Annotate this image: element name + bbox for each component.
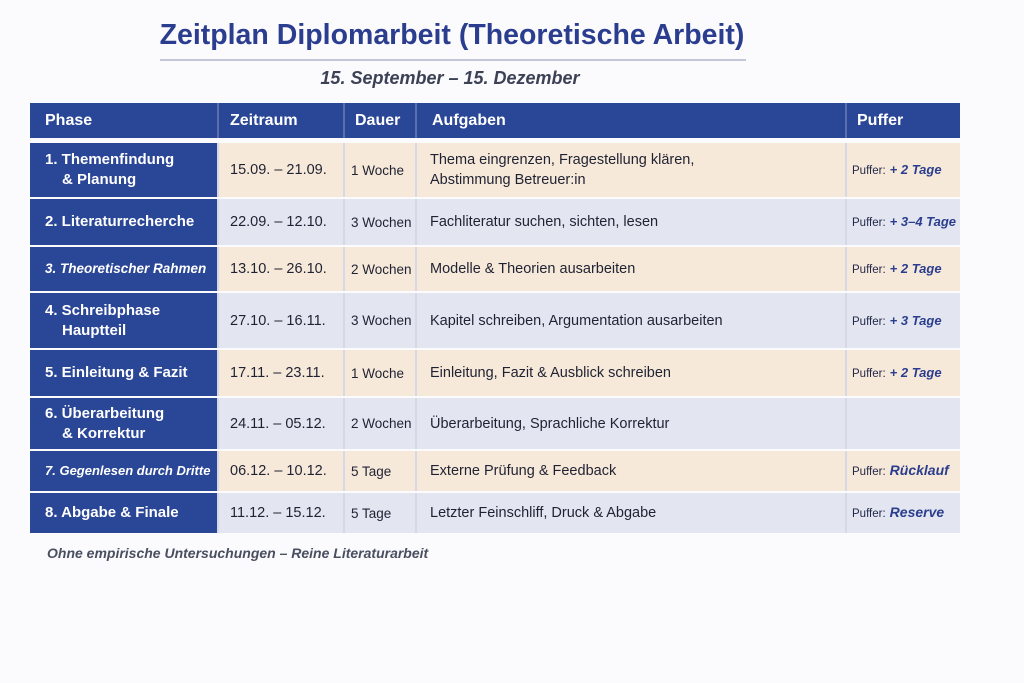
- title-divider: [160, 59, 746, 61]
- phase-cell: [30, 293, 217, 348]
- phase-cell: [30, 493, 217, 533]
- aufgaben-line: Überarbeitung, Sprachliche Korrektur: [430, 415, 670, 432]
- aufgaben-line: Kapitel schreiben, Argumentation ausarbeiten: [430, 312, 723, 329]
- puffer-cell: [847, 398, 960, 449]
- zeitraum-cell: 17.11. – 23.11.: [219, 350, 343, 396]
- puffer-label: Puffer:: [852, 508, 886, 520]
- aufgaben-line: Thema eingrenzen, Fragestellung klären,: [430, 152, 695, 168]
- table-row-7: [30, 451, 960, 491]
- table-row-2: [30, 199, 960, 245]
- phase-label-continued: & Korrektur: [62, 424, 146, 442]
- puffer-value: + 2 Tage: [889, 261, 942, 276]
- phase-cell: [30, 143, 217, 197]
- dauer-cell: 1 Woche: [345, 143, 415, 197]
- puffer-cell: [847, 451, 960, 491]
- phase-label-continued: Hauptteil: [62, 321, 127, 339]
- phase-label: 5. Einleitung & Fazit: [45, 364, 188, 381]
- aufgaben-cell: [417, 247, 845, 291]
- aufgaben-line: Modelle & Theorien ausarbeiten: [430, 261, 636, 277]
- phase-label: 6. Überarbeitung: [45, 404, 165, 422]
- aufgaben-cell: [417, 199, 845, 245]
- dauer-cell: 5 Tage: [345, 451, 415, 491]
- puffer-label: Puffer:: [852, 466, 886, 478]
- header-aufgaben: Aufgaben: [417, 103, 845, 138]
- puffer-label: Puffer:: [852, 315, 886, 328]
- puffer-label: Puffer:: [852, 368, 886, 380]
- table-row-4: [30, 293, 960, 348]
- puffer-cell: [847, 493, 960, 533]
- phase-cell: [30, 398, 217, 449]
- phase-cell: [30, 350, 217, 396]
- aufgaben-line: Externe Prüfung & Feedback: [430, 463, 617, 479]
- aufgaben-cell: [417, 143, 845, 197]
- dauer-cell: 2 Wochen: [345, 247, 415, 291]
- schedule-table: [30, 103, 960, 535]
- aufgaben-line: Fachliteratur suchen, sichten, lesen: [430, 214, 659, 230]
- puffer-value: + 3 Tage: [889, 312, 942, 328]
- aufgaben-cell: [417, 350, 845, 396]
- zeitraum-cell: 15.09. – 21.09.: [219, 143, 343, 197]
- puffer-value: + 2 Tage: [889, 365, 942, 380]
- puffer-label: Puffer:: [852, 165, 886, 177]
- puffer-label: Puffer:: [852, 217, 886, 229]
- aufgaben-line: Letzter Feinschliff, Druck & Abgabe: [430, 505, 657, 521]
- phase-label: 7. Gegenlesen durch Dritte: [45, 463, 211, 478]
- puffer-cell: [847, 143, 960, 197]
- dauer-cell: 1 Woche: [345, 350, 415, 396]
- aufgaben-cell: [417, 293, 845, 348]
- puffer-value: Reserve: [889, 504, 945, 520]
- zeitraum-cell: 22.09. – 12.10.: [219, 199, 343, 245]
- aufgaben-cell: [417, 398, 845, 449]
- aufgaben-cell: [417, 493, 845, 533]
- puffer-value: + 2 Tage: [889, 162, 942, 177]
- zeitraum-cell: 27.10. – 16.11.: [219, 293, 343, 348]
- table-row-8: [30, 493, 960, 533]
- date-range-subtitle: 15. September – 15. Dezember: [320, 68, 580, 88]
- phase-cell: [30, 451, 217, 491]
- dauer-cell: 2 Wochen: [345, 398, 415, 449]
- header-phase: Phase: [30, 103, 217, 138]
- dauer-cell: 3 Wochen: [345, 199, 415, 245]
- puffer-value: Rücklauf: [889, 462, 949, 478]
- zeitraum-cell: 06.12. – 10.12.: [219, 451, 343, 491]
- phase-label-continued: & Planung: [62, 171, 137, 188]
- phase-label: 1. Themenfindung: [45, 151, 175, 168]
- zeitraum-cell: 13.10. – 26.10.: [219, 247, 343, 291]
- puffer-label: Puffer:: [852, 264, 886, 276]
- phase-label: 8. Abgabe & Finale: [45, 504, 179, 521]
- aufgaben-line: Einleitung, Fazit & Ausblick schreiben: [430, 365, 671, 381]
- table-header-row: [30, 103, 960, 138]
- phase-cell: [30, 247, 217, 291]
- phase-label: 3. Theoretischer Rahmen: [45, 261, 207, 276]
- header-zeitraum: Zeitraum: [219, 103, 343, 138]
- table-row-5: [30, 350, 960, 396]
- zeitraum-cell: 24.11. – 05.12.: [219, 398, 343, 449]
- header-puffer: Puffer: [847, 103, 960, 138]
- page-title: Zeitplan Diplomarbeit (Theoretische Arbeit): [159, 19, 745, 51]
- aufgaben-cell: [417, 451, 845, 491]
- phase-label: 2. Literaturrecherche: [45, 213, 195, 230]
- dauer-cell: 5 Tage: [345, 493, 415, 533]
- puffer-cell: [847, 199, 960, 245]
- phase-label: 4. Schreibphase: [45, 301, 161, 319]
- puffer-cell: [847, 247, 960, 291]
- aufgaben-line: Abstimmung Betreuer:in: [430, 172, 586, 188]
- phase-cell: [30, 199, 217, 245]
- puffer-cell: [847, 293, 960, 348]
- puffer-value: + 3–4 Tage: [889, 214, 957, 229]
- zeitraum-cell: 11.12. – 15.12.: [219, 493, 343, 533]
- puffer-cell: [847, 350, 960, 396]
- header-dauer: Dauer: [345, 103, 415, 138]
- table-row-6: [30, 398, 960, 449]
- table-row-3: [30, 247, 960, 291]
- footer-note: Ohne empirische Untersuchungen – Reine Literaturarbeit: [47, 545, 429, 561]
- dauer-cell: 3 Wochen: [345, 293, 415, 348]
- table-row-1: [30, 143, 960, 197]
